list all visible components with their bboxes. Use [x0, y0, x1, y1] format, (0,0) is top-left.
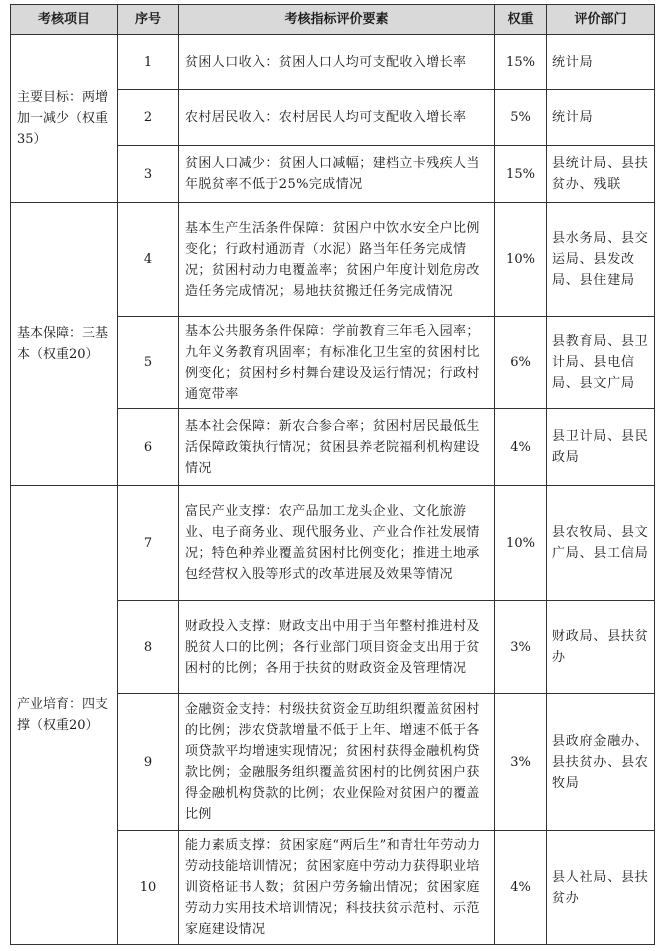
criteria-cell: 金融资金支持：村级扶贫资金互助组织覆盖贫困村的比例；涉农贷款增量不低于上年、增速不低于各项贷款平均增速实现情况；贫困村获得金融机构贷款比例；金融服务组织覆盖贫困村的比例贫困户获得金融机构贷款的比例；农业保险对贫困户的覆盖比例 [179, 694, 495, 831]
header-item: 考核项目 [11, 5, 118, 35]
department-cell: 县人社局、县扶贫办 [547, 831, 655, 945]
header-criteria: 考核指标评价要素 [179, 5, 495, 35]
department-cell: 财政局、县扶贫办 [547, 601, 655, 694]
row-number: 1 [118, 35, 179, 90]
weight-cell: 5% [495, 90, 547, 146]
table-row [11, 486, 655, 601]
department-cell: 县农牧局、县文广局、县工信局 [547, 486, 655, 601]
criteria-cell: 贫困人口减少：贫困人口减幅；建档立卡残疾人当年脱贫率不低于25%完成情况 [179, 146, 495, 203]
row-number: 4 [118, 203, 179, 317]
department-cell: 县卫计局、县民政局 [547, 409, 655, 486]
category-cell: 基本保障：三基本（权重20） [11, 203, 118, 486]
criteria-cell: 基本公共服务条件保障：学前教育三年毛入园率；九年义务教育巩固率；有标准化卫生室的贫困村比例变化；贫困村乡村舞台建设及运行情况；行政村通宽带率 [179, 317, 495, 409]
row-number: 7 [118, 486, 179, 601]
criteria-cell: 富民产业支撑：农产品加工龙头企业、文化旅游业、电子商务业、现代服务业、产业合作社发展情况；特色种养业覆盖贫困村比例变化；推进土地承包经营权入股等形式的改革进展及效果等情况 [179, 486, 495, 601]
row-number: 6 [118, 409, 179, 486]
row-number: 8 [118, 601, 179, 694]
weight-cell: 15% [495, 146, 547, 203]
department-cell: 县政府金融办、县扶贫办、县农牧局 [547, 694, 655, 831]
row-number: 10 [118, 831, 179, 945]
evaluation-table [10, 4, 655, 945]
department-cell: 统计局 [547, 90, 655, 146]
weight-cell: 3% [495, 694, 547, 831]
weight-cell: 4% [495, 409, 547, 486]
department-cell: 统计局 [547, 35, 655, 90]
category-cell: 主要目标：两增加一减少（权重35） [11, 35, 118, 203]
header-department: 评价部门 [547, 5, 655, 35]
row-number: 9 [118, 694, 179, 831]
criteria-cell: 基本生产生活条件保障：贫困户中饮水安全户比例变化；行政村通沥青（水泥）路当年任务完成情况；贫困村动力电覆盖率；贫困户年度计划危房改造任务完成情况；易地扶贫搬迁任务完成情况 [179, 203, 495, 317]
weight-cell: 4% [495, 831, 547, 945]
weight-cell: 10% [495, 486, 547, 601]
row-number: 5 [118, 317, 179, 409]
table-header-row [11, 5, 655, 35]
weight-cell: 10% [495, 203, 547, 317]
weight-cell: 3% [495, 601, 547, 694]
header-weight: 权重 [495, 5, 547, 35]
table-row [11, 35, 655, 90]
criteria-cell: 能力素质支撑：贫困家庭“两后生”和青壮年劳动力劳动技能培训情况；贫困家庭中劳动力获得职业培训资格证书人数；贫困户劳务输出情况；贫困家庭劳动力实用技术培训情况；科技扶贫示范村、示范家庭建设情况 [179, 831, 495, 945]
weight-cell: 6% [495, 317, 547, 409]
table-row [11, 203, 655, 317]
weight-cell: 15% [495, 35, 547, 90]
department-cell: 县水务局、县交运局、县发改局、县住建局 [547, 203, 655, 317]
criteria-cell: 贫困人口收入：贫困人口人均可支配收入增长率 [179, 35, 495, 90]
criteria-cell: 财政投入支撑：财政支出中用于当年整村推进村及脱贫人口的比例；各行业部门项目资金支出用于贫困村的比例；各用于扶贫的财政资金及管理情况 [179, 601, 495, 694]
department-cell: 县统计局、县扶贫办、残联 [547, 146, 655, 203]
criteria-cell: 基本社会保障：新农合参合率；贫困村居民最低生活保障政策执行情况；贫困县养老院福利机构建设情况 [179, 409, 495, 486]
header-number: 序号 [118, 5, 179, 35]
row-number: 3 [118, 146, 179, 203]
row-number: 2 [118, 90, 179, 146]
category-cell: 产业培育：四支撑（权重20） [11, 486, 118, 945]
criteria-cell: 农村居民收入：农村居民人均可支配收入增长率 [179, 90, 495, 146]
department-cell: 县教育局、县卫计局、县电信局、县文广局 [547, 317, 655, 409]
